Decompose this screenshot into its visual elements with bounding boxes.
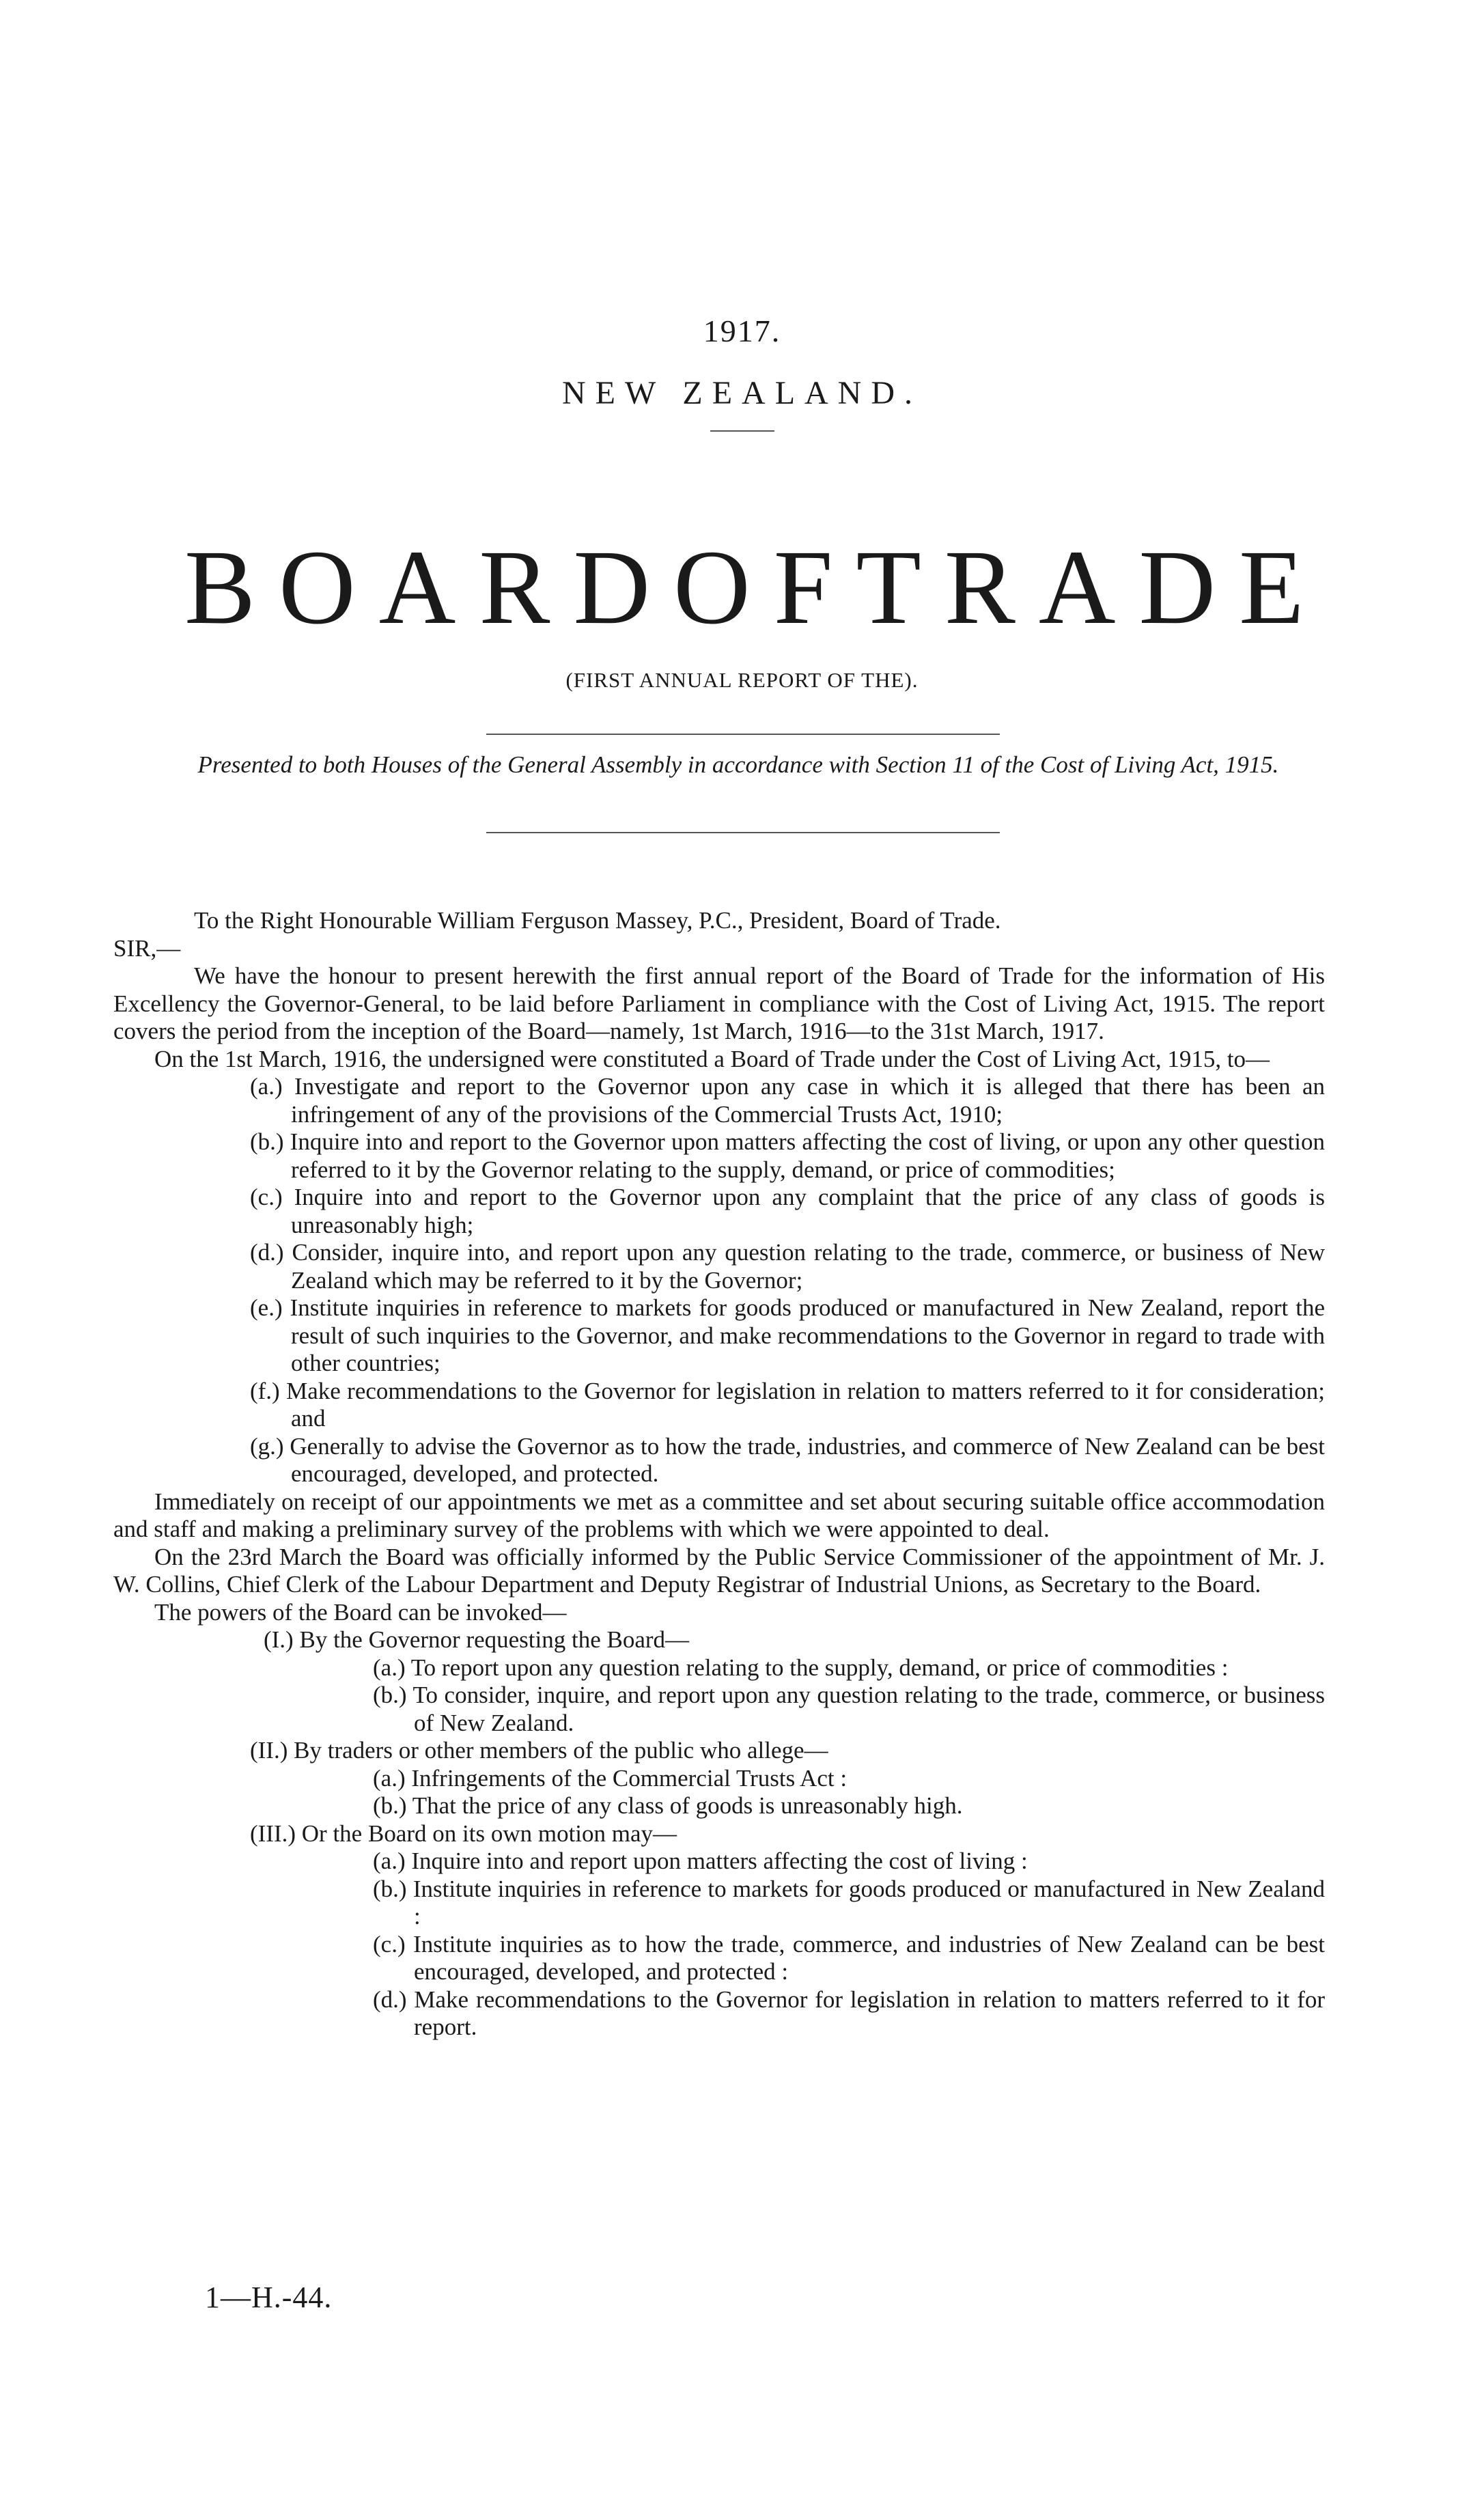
power-item: (d.) Make recommendations to the Governor for legislation in relation to matters referred to it for report.	[373, 1986, 1326, 2040]
duty-item: (b.) Inquire into and report to the Governor upon matters affecting the cost of living, or upon any other question referred to it by the Governor relating to the supply, demand, or price of commodities;	[250, 1128, 1325, 1183]
top-divider-rule	[486, 734, 1000, 735]
subtitle: (FIRST ANNUAL REPORT OF THE).	[565, 668, 919, 692]
document-reference: 1—H.-44.	[205, 2281, 333, 2314]
paragraph-intro: We have the honour to present herewith the first annual report of the Board of Trade for the information of His Excellency the Governor-General, to be laid before Parliament in compliance with the Cost of Living Act, 1915. The report covers the period from the inception of the Board—namely, 1st March, 1916—to the 31st March, 1917.	[113, 962, 1325, 1044]
power-item: (c.) Institute inquiries as to how the trade, commerce, and industries of New Zealand can be best encouraged, developed, and protected :	[373, 1930, 1326, 1985]
power-item: (b.) That the price of any class of goods is unreasonably high.	[373, 1792, 963, 1819]
title-word-of: OF	[673, 528, 856, 646]
presented-notice: Presented to both Houses of the General Assembly in accordance with Section 11 of the Cost of Living Act, 1915.	[197, 751, 1279, 778]
power-item: (b.) To consider, inquire, and report upon any question relating to the trade, commerce, or business of New Zealand.	[373, 1682, 1325, 1736]
duty-item: (a.) Investigate and report to the Governor upon any case in which it is alleged that there has been an infringement of any of the provisions of the Commercial Trusts Act, 1910;	[250, 1073, 1325, 1128]
salutation: SIR,—	[113, 934, 181, 962]
power-item: (a.) Infringements of the Commercial Trusts Act :	[373, 1764, 848, 1792]
power-item: (b.) Institute inquiries in reference to markets for goods produced or manufactured in New Zealand :	[373, 1875, 1325, 1930]
title-word-trade: TRADE	[856, 528, 1328, 646]
power-item: (a.) Inquire into and report upon matters affecting the cost of living :	[373, 1848, 1028, 1874]
paragraph-appointments: Immediately on receipt of our appointments we met as a committee and set about securing suitable office accommodation and staff and making a preliminary survey of the problems with which we were appointed to deal.	[113, 1488, 1325, 1542]
power-item: (a.) To report upon any question relating to the supply, demand, or price of commodities :	[373, 1654, 1229, 1681]
title-word-board: BOARD	[184, 528, 674, 646]
duty-item: (g.) Generally to advise the Governor as to how the trade, industries, and commerce of New Zealand can be best encouraged, developed, and protected.	[250, 1432, 1326, 1487]
bottom-divider-rule	[486, 832, 1000, 833]
duty-item: (d.) Consider, inquire into, and report upon any question relating to the trade, commerce, or business of New Zealand which may be referred to it by the Governor;	[250, 1239, 1325, 1294]
report-year: 1917.	[703, 314, 781, 348]
address-line: To the Right Honourable William Ferguson Massey, P.C., President, Board of Trade.	[194, 907, 1001, 934]
duty-item: (f.) Make recommendations to the Governor for legislation in relation to matters referred to it for consideration; and	[250, 1377, 1325, 1432]
power-group: (III.) Or the Board on its own motion may—	[250, 1820, 677, 1847]
duty-item: (c.) Inquire into and report to the Governor upon any complaint that the price of any class of goods is unreasonably high;	[250, 1184, 1326, 1238]
duty-item: (e.) Institute inquiries in reference to markets for goods produced or manufactured in New Zealand, report the result of such inquiries to the Governor, and make recommendations to the Governor in regard to trade with other countries;	[250, 1294, 1325, 1376]
paragraph-powers: The powers of the Board can be invoked—	[154, 1598, 567, 1626]
paragraph-constitution: On the 1st March, 1916, the undersigned were constituted a Board of Trade under the Cost of Living Act, 1915, to—	[154, 1045, 1270, 1072]
power-group: (II.) By traders or other members of the public who allege—	[250, 1737, 828, 1764]
report-body	[113, 907, 1325, 2042]
country-heading: NEW ZEALAND.	[561, 375, 923, 411]
power-group: (I.) By the Governor requesting the Board—	[264, 1626, 690, 1653]
main-title	[184, 528, 1328, 646]
short-rule	[710, 430, 774, 432]
paragraph-secretary: On the 23rd March the Board was officially informed by the Public Service Commissioner of the appointment of Mr. J. W. Collins, Chief Clerk of the Labour Department and Deputy Registrar of Industrial Unions, as Secretary to the Board.	[113, 1543, 1325, 1598]
